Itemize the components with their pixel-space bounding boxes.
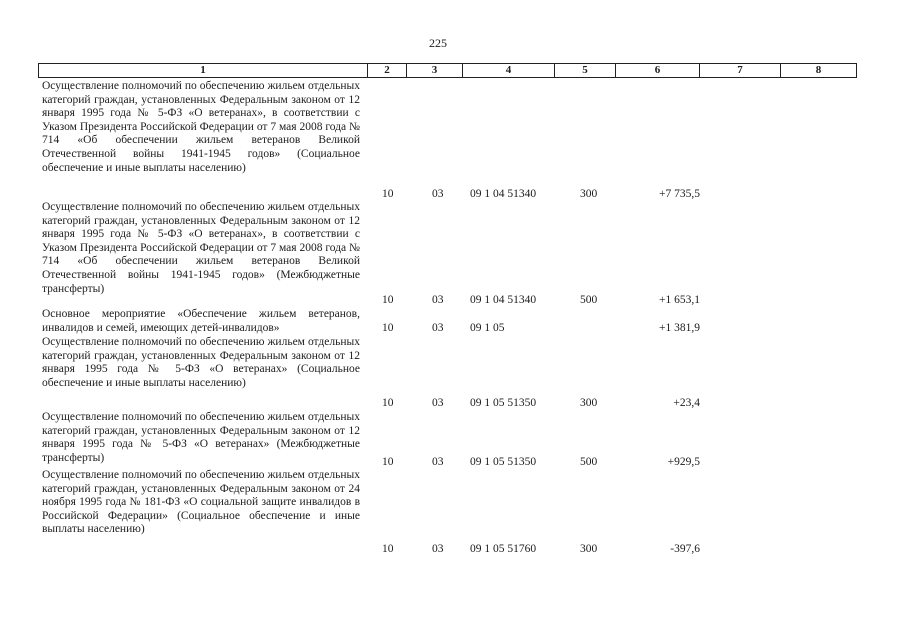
row-target-article-code: 09 1 05 51350: [470, 456, 537, 468]
row-expense-type-code: 500: [580, 294, 598, 306]
row-section-code: 10: [382, 456, 394, 468]
column-header-4: 4: [463, 64, 555, 78]
table-row-description: Осуществление полномочий по обеспечению жильем отдельных категорий граждан, установленных Федеральным законом от 12 января 1995 года № 5-ФЗ «О ветеранах» (Социальное обеспечение и иные выплаты населению): [42, 336, 360, 389]
column-header-6: 6: [616, 64, 700, 78]
row-expense-type-code: 300: [580, 188, 598, 200]
row-amount: +1 653,1: [659, 294, 700, 306]
row-target-article-code: 09 1 05 51760: [470, 543, 537, 555]
table-row-description: Осуществление полномочий по обеспечению жильем отдельных категорий граждан, установленных Федеральным законом от 12 января 1995 года № 5-ФЗ «О ветеранах» (Межбюджетные трансферты): [42, 411, 360, 464]
table-row-description: Основное мероприятие «Обеспечение жильем ветеранов, инвалидов и семей, имеющих детей-инвалидов»: [42, 308, 360, 334]
row-amount: +7 735,5: [659, 188, 700, 200]
row-subsection-code: 03: [432, 188, 444, 200]
row-subsection-code: 03: [432, 294, 444, 306]
row-expense-type-code: 300: [580, 543, 598, 555]
row-amount: +23,4: [673, 397, 700, 409]
row-section-code: 10: [382, 294, 394, 306]
row-section-code: 10: [382, 188, 394, 200]
row-target-article-code: 09 1 04 51340: [470, 294, 537, 306]
row-target-article-code: 09 1 05 51350: [470, 397, 537, 409]
column-header-8: 8: [781, 64, 857, 78]
row-section-code: 10: [382, 543, 394, 555]
row-amount: +1 381,9: [659, 322, 700, 334]
column-header-1: 1: [39, 64, 368, 78]
column-header-5: 5: [555, 64, 616, 78]
row-subsection-code: 03: [432, 456, 444, 468]
row-subsection-code: 03: [432, 397, 444, 409]
row-amount: +929,5: [667, 456, 700, 468]
table-row-description: Осуществление полномочий по обеспечению жильем отдельных категорий граждан, установленных Федеральным законом от 12 января 1995 года № 5-ФЗ «О ветеранах», в соответствии с Указом Президента Российской Федерации от 7 мая 2008 года № 714 «Об обеспечении жильем ветеранов Великой Отечественной войны 1941-1945 годов» (Межбюджетные трансферты): [42, 201, 360, 295]
row-amount: -397,6: [670, 543, 700, 555]
column-header-7: 7: [700, 64, 781, 78]
table-row-description: Осуществление полномочий по обеспечению жильем отдельных категорий граждан, установленных Федеральным законом от 12 января 1995 года № 5-ФЗ «О ветеранах», в соответствии с Указом Президента Российской Федерации от 7 мая 2008 года № 714 «Об обеспечении жильем ветеранов Великой Отечественной войны 1941-1945 годов» (Социальное обеспечение и иные выплаты населению): [42, 80, 360, 174]
row-target-article-code: 09 1 05: [470, 322, 505, 334]
row-subsection-code: 03: [432, 543, 444, 555]
table-row-description: Осуществление полномочий по обеспечению жильем отдельных категорий граждан, установленных Федеральным законом от 24 ноября 1995 года № 181-ФЗ «О социальной защите инвалидов в Российской Федерации» (Социальное обеспечение и иные выплаты населению): [42, 469, 360, 536]
row-target-article-code: 09 1 04 51340: [470, 188, 537, 200]
column-header-2: 2: [368, 64, 407, 78]
column-header-table: [38, 63, 857, 78]
row-expense-type-code: 300: [580, 397, 598, 409]
row-subsection-code: 03: [432, 322, 444, 334]
row-section-code: 10: [382, 322, 394, 334]
column-header-3: 3: [407, 64, 463, 78]
page-number: 225: [429, 36, 447, 50]
row-section-code: 10: [382, 397, 394, 409]
row-expense-type-code: 500: [580, 456, 598, 468]
